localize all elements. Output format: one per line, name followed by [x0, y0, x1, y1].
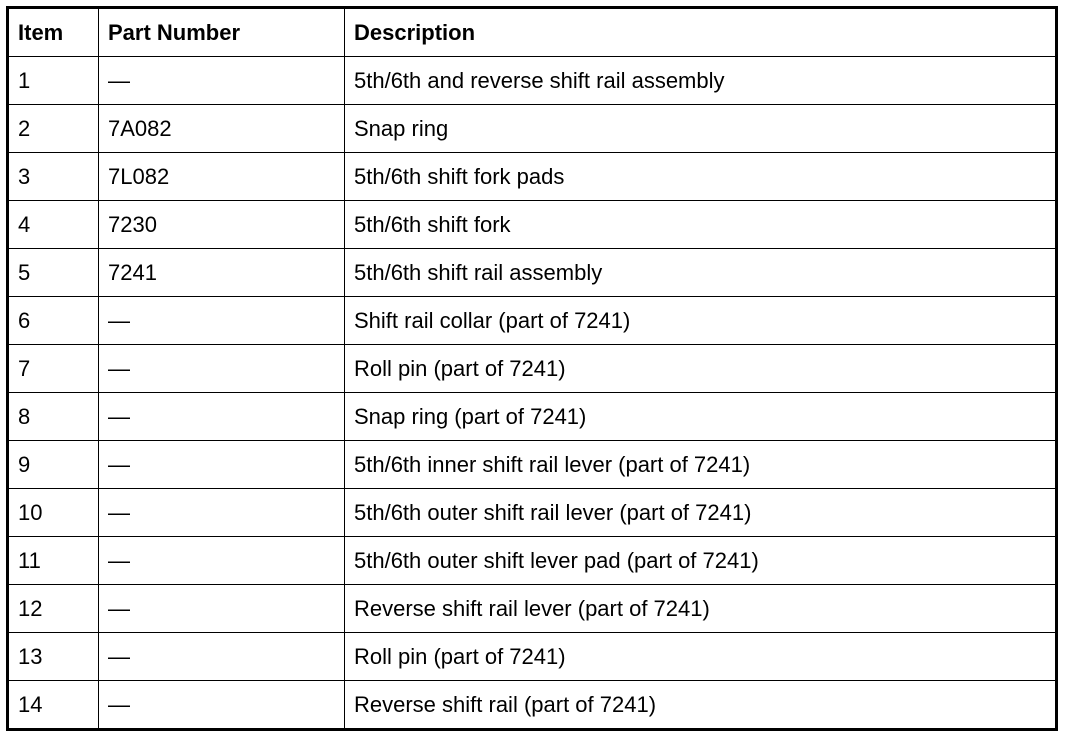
- table-row: [8, 681, 1057, 730]
- table-row: [8, 153, 1057, 201]
- cell-description: Roll pin (part of 7241): [345, 345, 1057, 393]
- table-row: [8, 345, 1057, 393]
- cell-description: Reverse shift rail lever (part of 7241): [345, 585, 1057, 633]
- table-header: [8, 8, 1057, 57]
- cell-description: 5th/6th shift fork: [345, 201, 1057, 249]
- table-row: [8, 297, 1057, 345]
- cell-item: 4: [8, 201, 99, 249]
- cell-item: 1: [8, 57, 99, 105]
- cell-description: Reverse shift rail (part of 7241): [345, 681, 1057, 730]
- table-row: [8, 585, 1057, 633]
- cell-description: 5th/6th inner shift rail lever (part of 7241): [345, 441, 1057, 489]
- cell-part-number: —: [99, 585, 345, 633]
- cell-part-number: —: [99, 537, 345, 585]
- cell-part-number: —: [99, 489, 345, 537]
- cell-description: 5th/6th outer shift lever pad (part of 7241): [345, 537, 1057, 585]
- cell-description: 5th/6th outer shift rail lever (part of 7241): [345, 489, 1057, 537]
- cell-item: 10: [8, 489, 99, 537]
- cell-item: 14: [8, 681, 99, 730]
- cell-item: 2: [8, 105, 99, 153]
- cell-part-number: —: [99, 345, 345, 393]
- cell-part-number: 7L082: [99, 153, 345, 201]
- cell-part-number: —: [99, 393, 345, 441]
- cell-part-number: —: [99, 297, 345, 345]
- table-row: [8, 633, 1057, 681]
- cell-description: 5th/6th shift fork pads: [345, 153, 1057, 201]
- cell-item: 6: [8, 297, 99, 345]
- cell-item: 7: [8, 345, 99, 393]
- table-row: [8, 201, 1057, 249]
- cell-description: Snap ring (part of 7241): [345, 393, 1057, 441]
- cell-part-number: 7241: [99, 249, 345, 297]
- cell-description: 5th/6th shift rail assembly: [345, 249, 1057, 297]
- cell-item: 12: [8, 585, 99, 633]
- header-row: [8, 8, 1057, 57]
- cell-part-number: —: [99, 633, 345, 681]
- cell-item: 3: [8, 153, 99, 201]
- cell-item: 5: [8, 249, 99, 297]
- table-row: [8, 441, 1057, 489]
- cell-description: Snap ring: [345, 105, 1057, 153]
- cell-item: 8: [8, 393, 99, 441]
- cell-description: Roll pin (part of 7241): [345, 633, 1057, 681]
- cell-part-number: 7230: [99, 201, 345, 249]
- table-row: [8, 489, 1057, 537]
- table-body: [8, 57, 1057, 730]
- table-row: [8, 105, 1057, 153]
- cell-description: Shift rail collar (part of 7241): [345, 297, 1057, 345]
- header-part-number: Part Number: [99, 8, 345, 57]
- cell-part-number: —: [99, 57, 345, 105]
- cell-part-number: 7A082: [99, 105, 345, 153]
- cell-part-number: —: [99, 441, 345, 489]
- cell-part-number: —: [99, 681, 345, 730]
- table-row: [8, 57, 1057, 105]
- cell-item: 11: [8, 537, 99, 585]
- parts-table: [6, 6, 1058, 731]
- table-row: [8, 537, 1057, 585]
- table-row: [8, 249, 1057, 297]
- table-row: [8, 393, 1057, 441]
- header-item: Item: [8, 8, 99, 57]
- cell-item: 13: [8, 633, 99, 681]
- header-description: Description: [345, 8, 1057, 57]
- cell-item: 9: [8, 441, 99, 489]
- cell-description: 5th/6th and reverse shift rail assembly: [345, 57, 1057, 105]
